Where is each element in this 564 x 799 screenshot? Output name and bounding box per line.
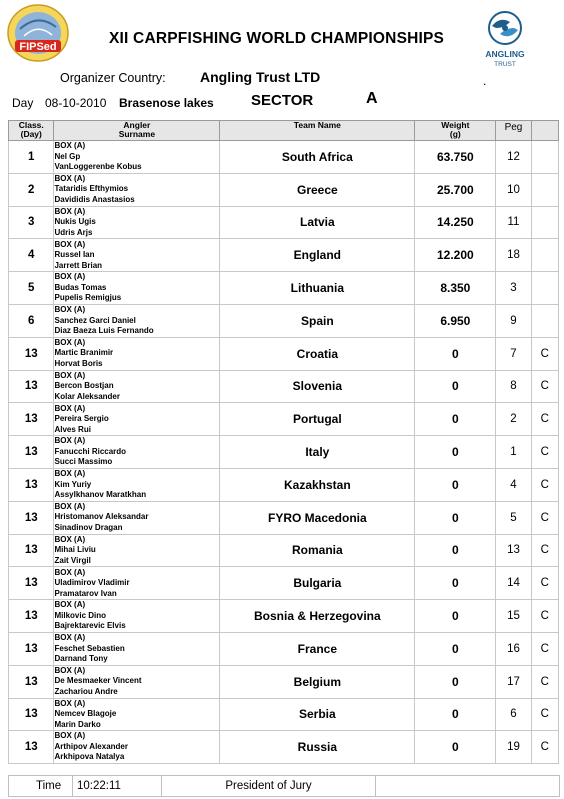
- angler-name-1: Nel Gp: [54, 151, 81, 161]
- angler-cell: [54, 731, 220, 764]
- angler-name-1: De Mesmaeker Vincent: [54, 676, 142, 686]
- class-position: 13: [9, 698, 54, 731]
- status-mark: C: [531, 337, 558, 370]
- page-title: XII CARPFISHING WORLD CHAMPIONSHIPS: [109, 30, 445, 47]
- box-label: BOX (A): [54, 141, 86, 151]
- box-label: BOX (A): [54, 337, 86, 347]
- angler-cell: [54, 403, 220, 436]
- header-peg: Peg: [496, 121, 531, 141]
- team-name: Italy: [220, 436, 415, 469]
- table-row: [9, 534, 559, 567]
- peg-number: 13: [496, 534, 531, 567]
- status-mark: C: [531, 501, 558, 534]
- box-label: BOX (A): [54, 370, 86, 380]
- angler-name-2: Assylkhanov Maratkhan: [54, 490, 147, 500]
- box-label: BOX (A): [54, 534, 86, 544]
- team-name: Bulgaria: [220, 567, 415, 600]
- venue: Brasenose lakes: [119, 96, 214, 110]
- team-name: England: [220, 239, 415, 272]
- header-mark: [531, 121, 558, 141]
- angler-name-1: Russel Ian: [54, 250, 95, 260]
- angler-cell: [54, 534, 220, 567]
- angler-name-2: Davididis Anastasios: [54, 194, 135, 204]
- header-angler: Angler Surname: [54, 121, 220, 141]
- status-mark: C: [531, 731, 558, 764]
- team-name: Russia: [220, 731, 415, 764]
- weight-value: 0: [415, 632, 496, 665]
- table-row: [9, 141, 559, 174]
- angler-name-2: Darnand Tony: [54, 654, 108, 664]
- angler-name-2: Pupelis Remigjus: [54, 293, 122, 303]
- organizer-extra: .: [483, 74, 487, 88]
- table-row: [9, 173, 559, 206]
- angler-cell: [54, 600, 220, 633]
- weight-value: 25.700: [415, 173, 496, 206]
- box-label: BOX (A): [54, 567, 86, 577]
- table-row: [9, 600, 559, 633]
- table-row: [9, 403, 559, 436]
- box-label: BOX (A): [54, 698, 86, 708]
- angler-cell: [54, 436, 220, 469]
- team-name: Romania: [220, 534, 415, 567]
- footer-table: [8, 775, 560, 797]
- angler-name-1: Kim Yuriy: [54, 479, 92, 489]
- angling-trust-logo: [470, 6, 540, 72]
- angler-name-1: Arthipov Alexander: [54, 741, 128, 751]
- weight-value: 0: [415, 665, 496, 698]
- angler-name-1: Mihai Liviu: [54, 545, 96, 555]
- weight-value: 0: [415, 567, 496, 600]
- class-position: 6: [9, 304, 54, 337]
- table-header-row: [9, 121, 559, 141]
- box-label: BOX (A): [54, 403, 86, 413]
- status-mark: [531, 239, 558, 272]
- peg-number: 4: [496, 468, 531, 501]
- angler-name-1: Milkovic Dino: [54, 610, 107, 620]
- weight-value: 0: [415, 468, 496, 501]
- class-position: 13: [9, 501, 54, 534]
- class-position: 13: [9, 731, 54, 764]
- peg-number: 8: [496, 370, 531, 403]
- class-position: 2: [9, 173, 54, 206]
- table-row: [9, 731, 559, 764]
- day-label: Day: [12, 96, 34, 110]
- angler-cell: [54, 370, 220, 403]
- angler-cell: [54, 698, 220, 731]
- table-row: [9, 304, 559, 337]
- box-label: BOX (A): [54, 305, 86, 315]
- peg-number: 17: [496, 665, 531, 698]
- class-position: 13: [9, 632, 54, 665]
- weight-value: 0: [415, 337, 496, 370]
- team-name: France: [220, 632, 415, 665]
- time-value: 10:22:11: [73, 776, 162, 797]
- angler-name-1: Sanchez Garci Daniel: [54, 315, 136, 325]
- table-row: [9, 632, 559, 665]
- peg-number: 5: [496, 501, 531, 534]
- peg-number: 1: [496, 436, 531, 469]
- sector-label: SECTOR: [251, 92, 314, 109]
- trust-logo-text: TRUST: [494, 61, 516, 68]
- angler-name-2: Arkhipova Natalya: [54, 752, 125, 762]
- peg-number: 18: [496, 239, 531, 272]
- weight-value: 0: [415, 534, 496, 567]
- class-position: 13: [9, 600, 54, 633]
- peg-number: 3: [496, 272, 531, 305]
- president-of-jury-label: President of Jury: [162, 776, 376, 797]
- class-position: 3: [9, 206, 54, 239]
- angler-cell: [54, 501, 220, 534]
- angler-name-1: Budas Tomas: [54, 282, 107, 292]
- angler-name-2: VanLoggerenbe Kobus: [54, 162, 142, 172]
- angler-name-1: Pereira Sergio: [54, 414, 109, 424]
- table-row: [9, 337, 559, 370]
- table-row: [9, 501, 559, 534]
- peg-number: 10: [496, 173, 531, 206]
- class-position: 13: [9, 468, 54, 501]
- angler-cell: [54, 239, 220, 272]
- angler-name-1: Fanucchi Riccardo: [54, 446, 127, 456]
- class-position: 4: [9, 239, 54, 272]
- status-mark: [531, 304, 558, 337]
- angler-cell: [54, 632, 220, 665]
- peg-number: 7: [496, 337, 531, 370]
- team-name: South Africa: [220, 141, 415, 174]
- angler-cell: [54, 173, 220, 206]
- weight-value: 0: [415, 501, 496, 534]
- angler-name-1: Feschet Sebastien: [54, 643, 125, 653]
- organizer-value: Angling Trust LTD: [200, 69, 321, 85]
- team-name: Portugal: [220, 403, 415, 436]
- angler-name-2: Zait Virgil: [54, 555, 91, 565]
- team-name: Spain: [220, 304, 415, 337]
- status-mark: C: [531, 403, 558, 436]
- angler-name-2: Succi Massimo: [54, 457, 113, 467]
- class-position: 13: [9, 436, 54, 469]
- box-label: BOX (A): [54, 665, 86, 675]
- peg-number: 11: [496, 206, 531, 239]
- peg-number: 12: [496, 141, 531, 174]
- table-row: [9, 370, 559, 403]
- class-position: 5: [9, 272, 54, 305]
- peg-number: 6: [496, 698, 531, 731]
- status-mark: C: [531, 632, 558, 665]
- status-mark: C: [531, 600, 558, 633]
- weight-value: 0: [415, 370, 496, 403]
- signature-field: [376, 776, 560, 797]
- status-mark: [531, 141, 558, 174]
- status-mark: C: [531, 370, 558, 403]
- results-table: [8, 120, 559, 764]
- header-team: Team Name: [220, 121, 415, 141]
- fipsed-logo-text: FIPSed: [19, 41, 57, 53]
- table-row: [9, 698, 559, 731]
- weight-value: 63.750: [415, 141, 496, 174]
- class-position: 13: [9, 403, 54, 436]
- weight-value: 12.200: [415, 239, 496, 272]
- angler-name-2: Marin Darko: [54, 719, 101, 729]
- angler-cell: [54, 272, 220, 305]
- box-label: BOX (A): [54, 501, 86, 511]
- table-row: [9, 665, 559, 698]
- angler-name-2: Diaz Baeza Luis Fernando: [54, 326, 154, 336]
- status-mark: C: [531, 436, 558, 469]
- angler-name-1: Hristomanov Aleksandar: [54, 512, 149, 522]
- angler-cell: [54, 468, 220, 501]
- angler-name-2: Udris Arjs: [54, 227, 93, 237]
- angler-cell: [54, 665, 220, 698]
- table-row: [9, 272, 559, 305]
- team-name: Greece: [220, 173, 415, 206]
- angler-name-2: Pramatarov Ivan: [54, 588, 117, 598]
- angler-name-1: Bercon Bostjan: [54, 381, 114, 391]
- angler-name-2: Sinadinov Dragan: [54, 522, 123, 532]
- team-name: Kazakhstan: [220, 468, 415, 501]
- class-position: 1: [9, 141, 54, 174]
- status-mark: C: [531, 468, 558, 501]
- team-name: FYRO Macedonia: [220, 501, 415, 534]
- class-position: 13: [9, 567, 54, 600]
- team-name: Bosnia & Herzegovina: [220, 600, 415, 633]
- peg-number: 15: [496, 600, 531, 633]
- angler-cell: [54, 141, 220, 174]
- status-mark: [531, 173, 558, 206]
- table-row: [9, 206, 559, 239]
- weight-value: 0: [415, 698, 496, 731]
- box-label: BOX (A): [54, 633, 86, 643]
- angler-cell: [54, 337, 220, 370]
- box-label: BOX (A): [54, 239, 86, 249]
- time-label: Time: [9, 776, 73, 797]
- box-label: BOX (A): [54, 272, 86, 282]
- angler-name-1: Martic Branimir: [54, 348, 114, 358]
- angler-name-1: Nemcev Blagoje: [54, 709, 117, 719]
- team-name: Lithuania: [220, 272, 415, 305]
- weight-value: 0: [415, 403, 496, 436]
- angler-name-2: Zachariou Andre: [54, 686, 118, 696]
- peg-number: 16: [496, 632, 531, 665]
- status-mark: C: [531, 698, 558, 731]
- angler-name-1: Tataridis Efthymios: [54, 184, 129, 194]
- weight-value: 6.950: [415, 304, 496, 337]
- angler-name-1: Uladimirov Vladimir: [54, 578, 130, 587]
- team-name: Slovenia: [220, 370, 415, 403]
- box-label: BOX (A): [54, 469, 86, 479]
- angler-name-2: Bajrektarevic Elvis: [54, 621, 126, 631]
- weight-value: 0: [415, 731, 496, 764]
- class-position: 13: [9, 534, 54, 567]
- day-date: 08-10-2010: [45, 96, 107, 110]
- angling-logo-text: ANGLING: [485, 49, 525, 59]
- box-label: BOX (A): [54, 731, 86, 741]
- class-position: 13: [9, 665, 54, 698]
- table-row: [9, 436, 559, 469]
- angler-cell: [54, 567, 220, 600]
- box-label: BOX (A): [54, 600, 86, 610]
- organizer-label: Organizer Country:: [60, 71, 166, 85]
- status-mark: C: [531, 534, 558, 567]
- team-name: Serbia: [220, 698, 415, 731]
- weight-value: 0: [415, 600, 496, 633]
- peg-number: 2: [496, 403, 531, 436]
- team-name: Croatia: [220, 337, 415, 370]
- angler-name-2: Horvat Boris: [54, 358, 103, 368]
- table-row: [9, 567, 559, 600]
- status-mark: C: [531, 665, 558, 698]
- angler-name-2: Jarrett Brian: [54, 260, 103, 270]
- status-mark: C: [531, 567, 558, 600]
- team-name: Belgium: [220, 665, 415, 698]
- peg-number: 9: [496, 304, 531, 337]
- angler-cell: [54, 206, 220, 239]
- status-mark: [531, 206, 558, 239]
- sector-value: A: [366, 90, 378, 107]
- weight-value: 14.250: [415, 206, 496, 239]
- peg-number: 19: [496, 731, 531, 764]
- angler-name-1: Nukis Ugis: [54, 217, 96, 227]
- team-name: Latvia: [220, 206, 415, 239]
- status-mark: [531, 272, 558, 305]
- box-label: BOX (A): [54, 206, 86, 216]
- box-label: BOX (A): [54, 173, 86, 183]
- weight-value: 8.350: [415, 272, 496, 305]
- header-class: Class. (Day): [9, 121, 54, 141]
- table-row: [9, 468, 559, 501]
- fipsed-logo: [6, 3, 70, 63]
- box-label: BOX (A): [54, 436, 86, 446]
- class-position: 13: [9, 337, 54, 370]
- angler-name-2: Alves Rui: [54, 424, 91, 434]
- angler-name-2: Kolar Aleksander: [54, 391, 120, 401]
- header-weight: Weight (g): [415, 121, 496, 141]
- table-row: [9, 239, 559, 272]
- angler-cell: [54, 304, 220, 337]
- peg-number: 14: [496, 567, 531, 600]
- weight-value: 0: [415, 436, 496, 469]
- class-position: 13: [9, 370, 54, 403]
